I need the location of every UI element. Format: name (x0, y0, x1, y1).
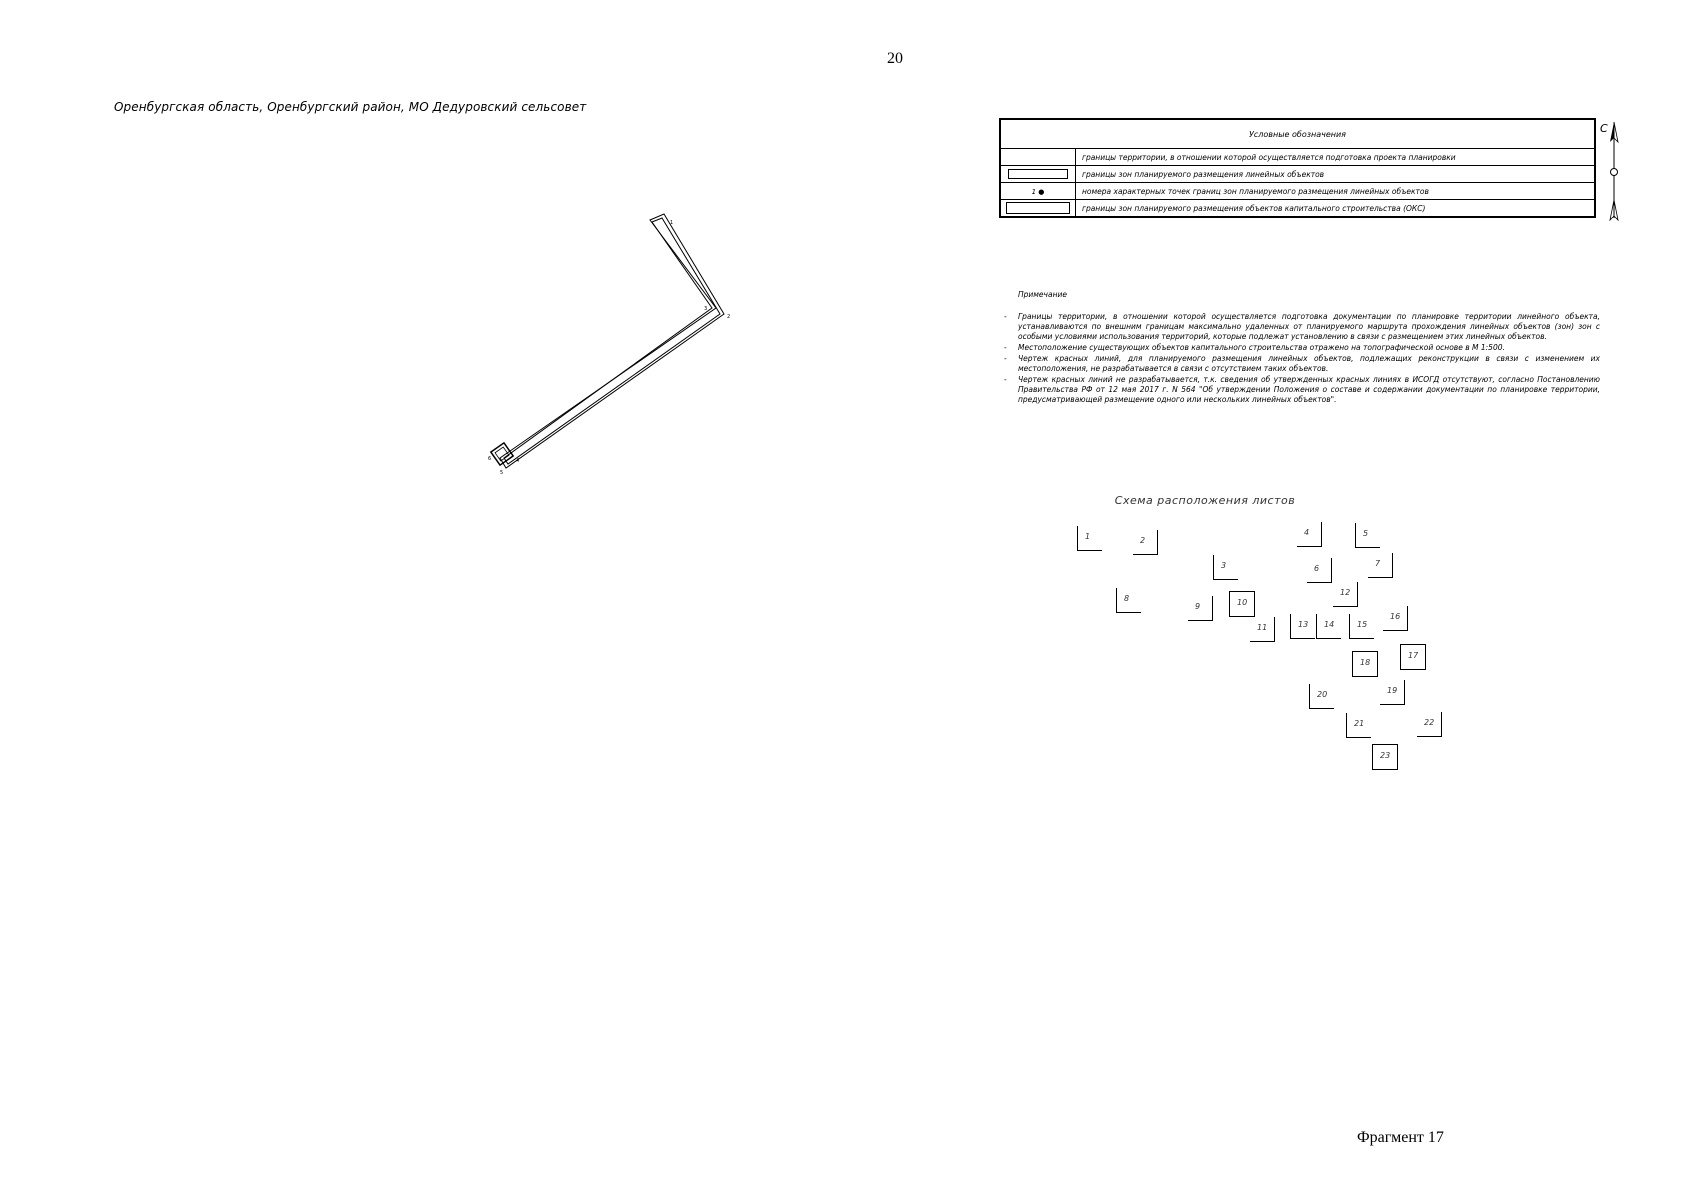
sheet-tile (1400, 644, 1426, 670)
sheet-number: 15 (1357, 620, 1368, 629)
sheet-number: 19 (1387, 686, 1398, 695)
sheet-tile (1383, 606, 1408, 631)
zone-map (480, 210, 740, 480)
sheet-number: 11 (1257, 623, 1268, 632)
legend-text: границы зон планируемого размещения линейных объектов (1076, 166, 1596, 183)
sheet-number: 16 (1390, 612, 1401, 621)
page-number: 20 (887, 50, 903, 67)
sheet-number: 7 (1375, 559, 1381, 568)
sheet-tile (1417, 712, 1442, 737)
map-point-label: 2 (727, 314, 731, 320)
legend-point-label: 1 (1031, 187, 1037, 196)
sheet-number: 18 (1360, 658, 1371, 667)
sheet-tile (1188, 596, 1213, 621)
legend-row (1000, 166, 1595, 183)
sheet-tile (1380, 680, 1405, 705)
sheet-number: 23 (1380, 751, 1391, 760)
sheet-tile (1213, 555, 1238, 580)
note-item: - Местоположение существующих объектов капитального строительства отражено на топографической основе в М 1:500. (1018, 343, 1600, 353)
legend-text: границы зон планируемого размещения объектов капитального строительства (ОКС) (1076, 200, 1596, 218)
legend-row (1000, 183, 1595, 200)
sheet-number: 17 (1408, 651, 1419, 660)
sheet-tile (1349, 614, 1374, 639)
map-point-label: 1 (670, 220, 674, 226)
legend-symbol-rect (1008, 169, 1068, 179)
sheet-number: 4 (1304, 528, 1310, 537)
sheet-tile (1229, 591, 1255, 617)
sheet-tile (1352, 651, 1378, 677)
sheet-number: 12 (1340, 588, 1351, 597)
sheet-number: 20 (1317, 690, 1328, 699)
sheet-tile (1333, 582, 1358, 607)
sheet-tile (1309, 684, 1334, 709)
legend-row (1000, 200, 1595, 218)
sheet-number: 10 (1237, 598, 1248, 607)
map-point-label: 5 (500, 470, 504, 476)
sheet-tile (1290, 614, 1315, 639)
sheet-tile (1316, 614, 1341, 639)
sheet-tile (1307, 558, 1332, 583)
legend-row (1000, 149, 1595, 166)
region-title: Оренбургская область, Оренбургский район, МО Дедуровский сельсовет (114, 100, 587, 114)
notes-list (1018, 312, 1600, 405)
sheet-number: 13 (1298, 620, 1309, 629)
legend-symbol-rect-wide (1006, 202, 1070, 214)
legend-point-dot-icon: ● (1036, 187, 1045, 196)
sheet-tile (1133, 530, 1158, 555)
zone-end-square-inner (495, 447, 509, 461)
sheet-tile (1372, 744, 1398, 770)
note-item: - Чертеж красных линий не разрабатывается, т.к. сведения об утвержденных красных линиях в ИСОГД отсутствуют, согласно Постановлению Правительства РФ от 12 мая 2017 г. N 564 "Об утверждении Положения о составе и содержании документации по планировке территории, предусматривающей размещение одного или нескольких линейных объектов". (1018, 375, 1600, 405)
sheet-number: 5 (1363, 529, 1369, 538)
sheet-number: 1 (1085, 532, 1091, 541)
sheet-number: 3 (1221, 561, 1227, 570)
fragment-label: Фрагмент 17 (1357, 1129, 1444, 1146)
legend-text: номера характерных точек границ зон планируемого размещения линейных объектов (1076, 183, 1596, 200)
zone-boundary-outer (500, 214, 724, 468)
legend-header-row (1000, 119, 1595, 149)
sheet-number: 22 (1424, 718, 1435, 727)
sheet-scheme-title: Схема расположения листов (1114, 494, 1296, 507)
sheet-tile (1250, 617, 1275, 642)
north-label: С (1600, 122, 1608, 135)
sheet-number: 9 (1195, 602, 1201, 611)
sheet-tile (1346, 713, 1371, 738)
legend-table (999, 118, 1596, 218)
sheet-tile (1368, 553, 1393, 578)
legend-title: Условные обозначения (1000, 119, 1595, 149)
sheet-number: 8 (1124, 594, 1130, 603)
sheet-tile (1355, 523, 1380, 548)
sheet-tile (1297, 522, 1322, 547)
map-point-label: 3 (704, 306, 708, 312)
sheet-number: 6 (1314, 564, 1320, 573)
map-point-label: 6 (488, 456, 492, 462)
sheet-number: 14 (1324, 620, 1335, 629)
north-arrow-icon (1600, 120, 1624, 224)
map-point-label: 4 (516, 458, 520, 464)
sheet-number: 2 (1140, 536, 1146, 545)
legend-text: границы территории, в отношении которой осуществляется подготовка проекта планировки (1076, 149, 1596, 166)
notes-block (1018, 290, 1600, 406)
sheet-tile (1116, 588, 1141, 613)
note-item: - Чертеж красных линий, для планируемого размещения линейных объектов, подлежащих реконструкции в связи с изменением их местоположения, не разрабатывается в связи с отсутствием таких объектов. (1018, 354, 1600, 374)
notes-title: Примечание (1018, 290, 1067, 299)
zone-boundary-inner (504, 218, 720, 464)
note-item: - Границы территории, в отношении которой осуществляется подготовка документации по планировке территории линейного объекта, устанавливаются по внешним границам максимально удаленных от планируемого маршрута прохождения линейных объектов (зон) зон с особыми условиями использования территорий, которые подлежат установлению в связи с размещением этих линейных объектов. (1018, 312, 1600, 342)
legend-symbol-empty (1000, 149, 1076, 166)
sheet-number: 21 (1354, 719, 1365, 728)
sheet-tile (1077, 526, 1102, 551)
